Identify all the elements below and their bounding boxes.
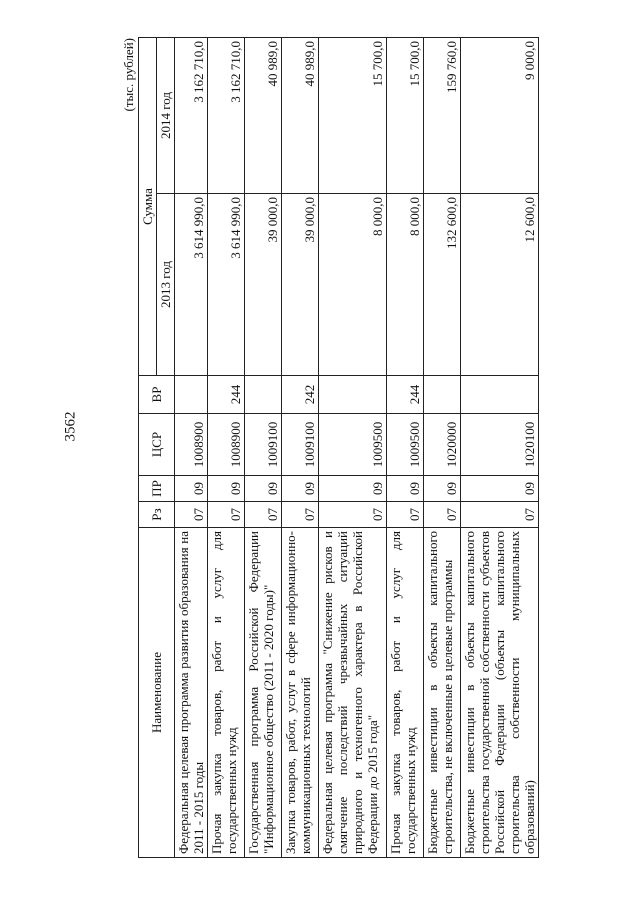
row-csr: 1020100: [461, 414, 539, 476]
table-row: [282, 38, 319, 858]
row-csr: 1009100: [245, 414, 282, 476]
row-vr: 242: [282, 376, 319, 414]
row-sum-2013: 3 614 990,0: [175, 194, 208, 376]
row-sum-2014: 9 000,0: [461, 38, 539, 194]
row-pr: 09: [319, 476, 387, 502]
row-rz: 07: [424, 502, 461, 528]
row-sum-2013: 39 000,0: [245, 194, 282, 376]
row-vr: [461, 376, 539, 414]
row-rz: 07: [461, 502, 539, 528]
row-sum-2014: 3 162 710,0: [175, 38, 208, 194]
row-sum-2014: 15 700,0: [387, 38, 424, 194]
row-sum-2013: 12 600,0: [461, 194, 539, 376]
row-sum-2014: 3 162 710,0: [208, 38, 245, 194]
header-name: Наименование: [139, 528, 175, 858]
row-name: Федеральная целевая программа развития образования на 2011 - 2015 годы: [175, 528, 208, 858]
row-vr: [424, 376, 461, 414]
row-pr: 09: [424, 476, 461, 502]
row-pr: 09: [461, 476, 539, 502]
row-pr: 09: [387, 476, 424, 502]
row-csr: 1008900: [175, 414, 208, 476]
row-rz: 07: [319, 502, 387, 528]
table-row: [208, 38, 245, 858]
row-pr: 09: [175, 476, 208, 502]
row-sum-2013: 132 600,0: [424, 194, 461, 376]
row-sum-2014: 15 700,0: [319, 38, 387, 194]
row-vr: 244: [387, 376, 424, 414]
row-sum-2014: 40 989,0: [282, 38, 319, 194]
row-rz: 07: [245, 502, 282, 528]
row-pr: 09: [208, 476, 245, 502]
table-row: [319, 38, 387, 858]
table-row: [245, 38, 282, 858]
rotated-sheet: [120, 38, 537, 858]
header-pr: ПР: [139, 476, 175, 502]
header-rz: Рз: [139, 502, 175, 528]
header-sum: Сумма: [139, 38, 157, 376]
row-name: Федеральная целевая программа "Снижение рисков и смягчение последствий чрезвычайных ситуаций природного и техногенного характера в Российской Федерации до 2015 года": [319, 528, 387, 858]
header-csr: ЦСР: [139, 414, 175, 476]
table-row: [424, 38, 461, 858]
row-csr: 1009100: [282, 414, 319, 476]
row-csr: 1008900: [208, 414, 245, 476]
header-year-2014: 2014 год: [157, 38, 175, 194]
row-name: Прочая закупка товаров, работ и услуг для государственных нужд: [208, 528, 245, 858]
table-row: [175, 38, 208, 858]
row-sum-2013: 3 614 990,0: [208, 194, 245, 376]
row-sum-2014: 159 760,0: [424, 38, 461, 194]
row-vr: [245, 376, 282, 414]
row-sum-2013: 8 000,0: [319, 194, 387, 376]
page-number: 3562: [62, 411, 79, 442]
row-name: Бюджетные инвестиции в объекты капитального строительства, не включенные в целевые программы: [424, 528, 461, 858]
row-name: Закупка товаров, работ, услуг в сфере информационно-коммуникационных технологий: [282, 528, 319, 858]
row-pr: 09: [245, 476, 282, 502]
row-vr: [175, 376, 208, 414]
row-rz: 07: [208, 502, 245, 528]
row-name: Государственная программа Российской Федерации "Информационное общество (2011 - 2020 годы)": [245, 528, 282, 858]
row-pr: 09: [282, 476, 319, 502]
row-csr: 1009500: [387, 414, 424, 476]
row-rz: 07: [175, 502, 208, 528]
row-csr: 1009500: [319, 414, 387, 476]
row-rz: 07: [282, 502, 319, 528]
row-name: Бюджетные инвестиции в объекты капитального строительства государственной собственности субъектов Российской Федерации (объекты капитального строительства собственности муниципальных образований): [461, 528, 539, 858]
units-note: (тыс. рублей): [121, 38, 136, 112]
row-name: Прочая закупка товаров, работ и услуг для государственных нужд: [387, 528, 424, 858]
table-row: [461, 38, 539, 858]
row-csr: 1020000: [424, 414, 461, 476]
row-vr: 244: [208, 376, 245, 414]
row-rz: 07: [387, 502, 424, 528]
header-row-1: [139, 38, 157, 858]
row-sum-2014: 40 989,0: [245, 38, 282, 194]
row-vr: [319, 376, 387, 414]
header-vr: ВР: [139, 376, 175, 414]
table-row: [387, 38, 424, 858]
budget-table: [138, 37, 539, 858]
header-year-2013: 2013 год: [157, 194, 175, 376]
row-sum-2013: 8 000,0: [387, 194, 424, 376]
row-sum-2013: 39 000,0: [282, 194, 319, 376]
